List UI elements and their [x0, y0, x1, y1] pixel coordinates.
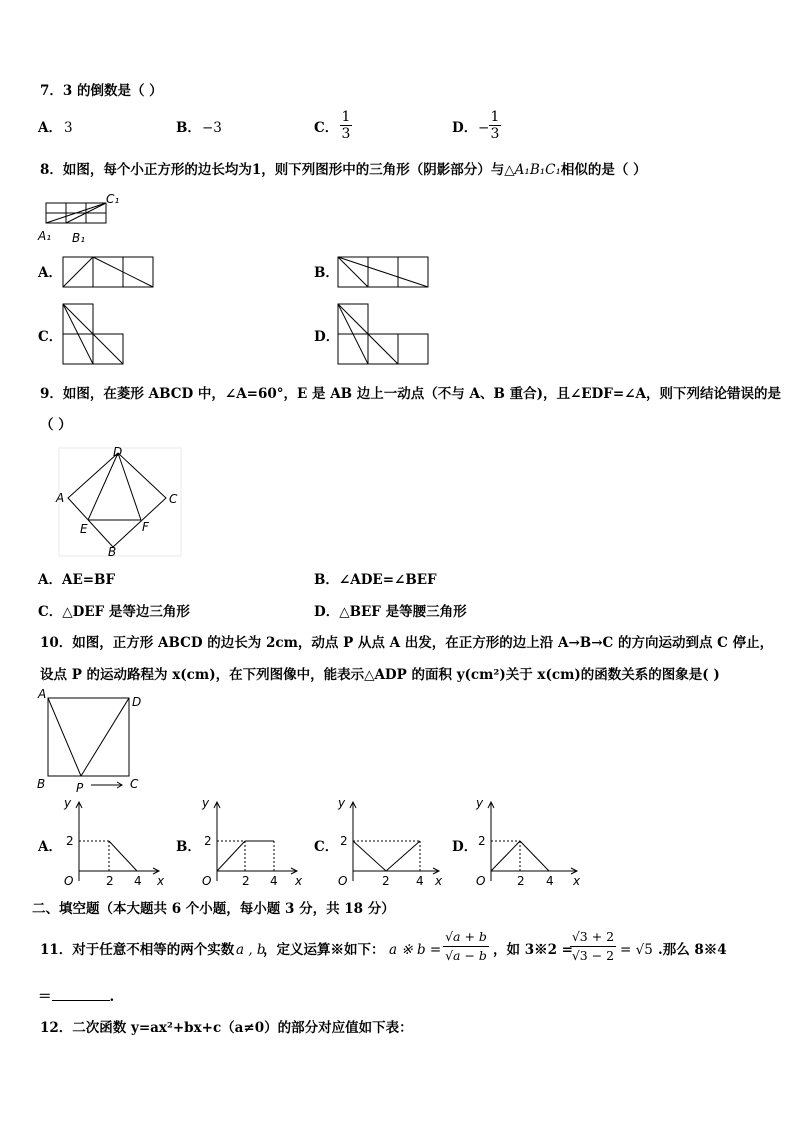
- q7-option-d-fraction: [489, 109, 501, 142]
- q10-graph-a-2x: 2: [106, 874, 114, 888]
- q8-option-b-label: B．: [314, 265, 339, 281]
- q11-definition-numerator: √a + b: [445, 929, 487, 944]
- q11-stem-pre: 11．对于任意不相等的两个实数: [40, 942, 235, 958]
- q8-option-a-label: A．: [38, 265, 62, 281]
- q9-label-f: F: [142, 520, 149, 534]
- q8-stem-triangle: △A₁B₁C₁: [504, 162, 561, 178]
- q11-stem-post: .那么 8※4: [658, 942, 727, 958]
- q10-graph-d-2x: 2: [517, 874, 525, 888]
- q9-option-d: D．△BEF 是等腰三角形: [314, 604, 467, 620]
- q9-label-c: C: [169, 492, 178, 506]
- q10-graph-a-y: y: [64, 796, 72, 810]
- q11-answer-suffix: .: [109, 989, 115, 1005]
- q9-label-a: A: [56, 491, 65, 505]
- q9-option-c: C．△DEF 是等边三角形: [38, 604, 190, 620]
- q11-example-result: = √5: [620, 942, 653, 958]
- q10-label-b: B: [37, 777, 46, 791]
- q10-graph-a-4x: 4: [134, 874, 142, 888]
- q10-graph-c: [334, 795, 444, 890]
- q11-stem-mid: ，定义运算※如下：: [263, 942, 385, 958]
- q11-example-numerator: √3 + 2: [571, 929, 615, 944]
- q10-label-d: D: [132, 695, 142, 709]
- q10-graph-c-x: x: [435, 874, 443, 888]
- q7-option-d-denominator: 3: [490, 126, 500, 142]
- q11-answer-prefix: ＝: [38, 989, 52, 1005]
- q7-option-d-sign: −: [478, 120, 490, 136]
- q10-graph-b: [198, 795, 308, 890]
- q8-label-c1: C₁: [106, 192, 120, 206]
- q8-reference-figure: [36, 192, 120, 245]
- q7-option-c-fraction: [340, 109, 352, 142]
- q8-label-a1: A₁: [38, 229, 52, 243]
- q11-example-pre: ，如 3※2 =: [493, 942, 573, 958]
- q10-option-d-label: D．: [452, 839, 478, 855]
- q10-label-c: C: [130, 777, 139, 791]
- q8-label-b1: B₁: [72, 231, 86, 245]
- q10-graph-a-x: x: [157, 874, 165, 888]
- q7-option-c-denominator: 3: [341, 126, 351, 142]
- q11-definition-denominator: √a − b: [443, 946, 489, 965]
- q10-label-p: P: [76, 781, 84, 795]
- q10-graph-c-2y: 2: [340, 834, 348, 848]
- q10-graph-b-2x: 2: [242, 874, 250, 888]
- q10-graph-a-2y: 2: [66, 834, 74, 848]
- q8-option-b-figure: [337, 256, 429, 288]
- q10-graph-c-y: y: [338, 796, 346, 810]
- q7-option-c-numerator: 1: [341, 109, 351, 125]
- q9-label-b: B: [108, 545, 117, 559]
- q7-option-d-label: D．: [452, 120, 478, 136]
- q10-graph-b-2y: 2: [204, 834, 212, 848]
- q10-graph-b-o: O: [202, 874, 212, 888]
- q11-example-denominator: √3 − 2: [571, 948, 615, 963]
- q10-option-a-label: A．: [38, 839, 62, 855]
- q10-option-b-label: B．: [176, 839, 201, 855]
- q11-vars: a , b: [236, 942, 266, 958]
- q10-graph-b-x: x: [295, 874, 303, 888]
- q10-graph-c-o: O: [338, 874, 348, 888]
- q10-stem-line1: 10．如图，正方形 ABCD 的边长为 2cm，动点 P 从点 A 出发，在正方形的边上沿 A→B→C 的方向运动到点 C 停止，: [40, 635, 774, 651]
- q8-option-d-figure: [337, 303, 429, 365]
- q7-option-b-label: B．: [176, 120, 201, 136]
- q11-answer-blank[interactable]: [52, 988, 110, 1001]
- q8-stem-post: 相似的是（ ）: [560, 162, 647, 178]
- q8-option-a-figure: [62, 256, 154, 288]
- q10-graph-a: [60, 795, 170, 890]
- q10-graph-c-2x: 2: [382, 874, 390, 888]
- q7-option-b-value: −3: [202, 120, 222, 136]
- q10-graph-d-x: x: [573, 874, 581, 888]
- q10-graph-d-y: y: [476, 796, 484, 810]
- q11-definition-fraction: [443, 928, 489, 965]
- q7-option-a-label: A．: [38, 120, 62, 136]
- q8-stem-pre: 8．如图，每个小正方形的边长均为1，则下列图形中的三角形（阴影部分）与: [40, 162, 505, 178]
- q9-stem-line2: （ ）: [40, 417, 72, 433]
- q9-rhombus-figure: [55, 444, 185, 559]
- q11-operator: a ※ b =: [389, 942, 442, 958]
- q10-square-figure: [34, 686, 154, 796]
- q8-option-d-label: D．: [314, 329, 340, 345]
- q12-stem: 12．二次函数 y=ax²+bx+c（a≠0）的部分对应值如下表：: [40, 1020, 413, 1036]
- q7-option-a-value: 3: [64, 120, 73, 136]
- q8-stem: [40, 161, 647, 179]
- q9-option-a: A．AE=BF: [38, 572, 116, 588]
- section-2-title: 二、填空题（本大题共 6 个小题，每小题 3 分，共 18 分）: [32, 901, 395, 917]
- q10-graph-d-4x: 4: [546, 874, 554, 888]
- q10-graph-d: [472, 795, 582, 890]
- q11-example-fraction: [570, 928, 616, 965]
- q10-graph-b-y: y: [202, 796, 210, 810]
- q10-graph-d-o: O: [476, 874, 486, 888]
- q7-stem: 7．3 的倒数是（ ）: [40, 83, 163, 99]
- q10-stem-line2: 设点 P 的运动路程为 x(cm)，在下列图像中，能表示△ADP 的面积 y(cm²)关于 x(cm)的函数关系的图象是( ): [40, 667, 720, 683]
- q7-option-c-label: C．: [314, 120, 339, 136]
- q7-option-d-numerator: 1: [490, 109, 500, 125]
- q8-option-c-figure: [62, 303, 124, 365]
- q10-option-c-label: C．: [314, 839, 339, 855]
- q9-label-e: E: [80, 522, 88, 536]
- q10-graph-c-4x: 4: [416, 874, 424, 888]
- q10-graph-d-2y: 2: [478, 834, 486, 848]
- q10-graph-a-o: O: [64, 874, 74, 888]
- q9-option-b: B．∠ADE=∠BEF: [314, 572, 437, 588]
- q8-option-c-label: C．: [38, 329, 63, 345]
- q10-label-a: A: [38, 687, 47, 701]
- q11-answer-line: [38, 988, 114, 1006]
- q9-stem-line1: 9．如图，在菱形 ABCD 中，∠A=60°，E 是 AB 边上一动点（不与 A、B 重合)，且∠EDF=∠A，则下列结论错误的是: [40, 386, 781, 402]
- q9-label-d: D: [113, 445, 123, 459]
- q10-graph-b-4x: 4: [270, 874, 278, 888]
